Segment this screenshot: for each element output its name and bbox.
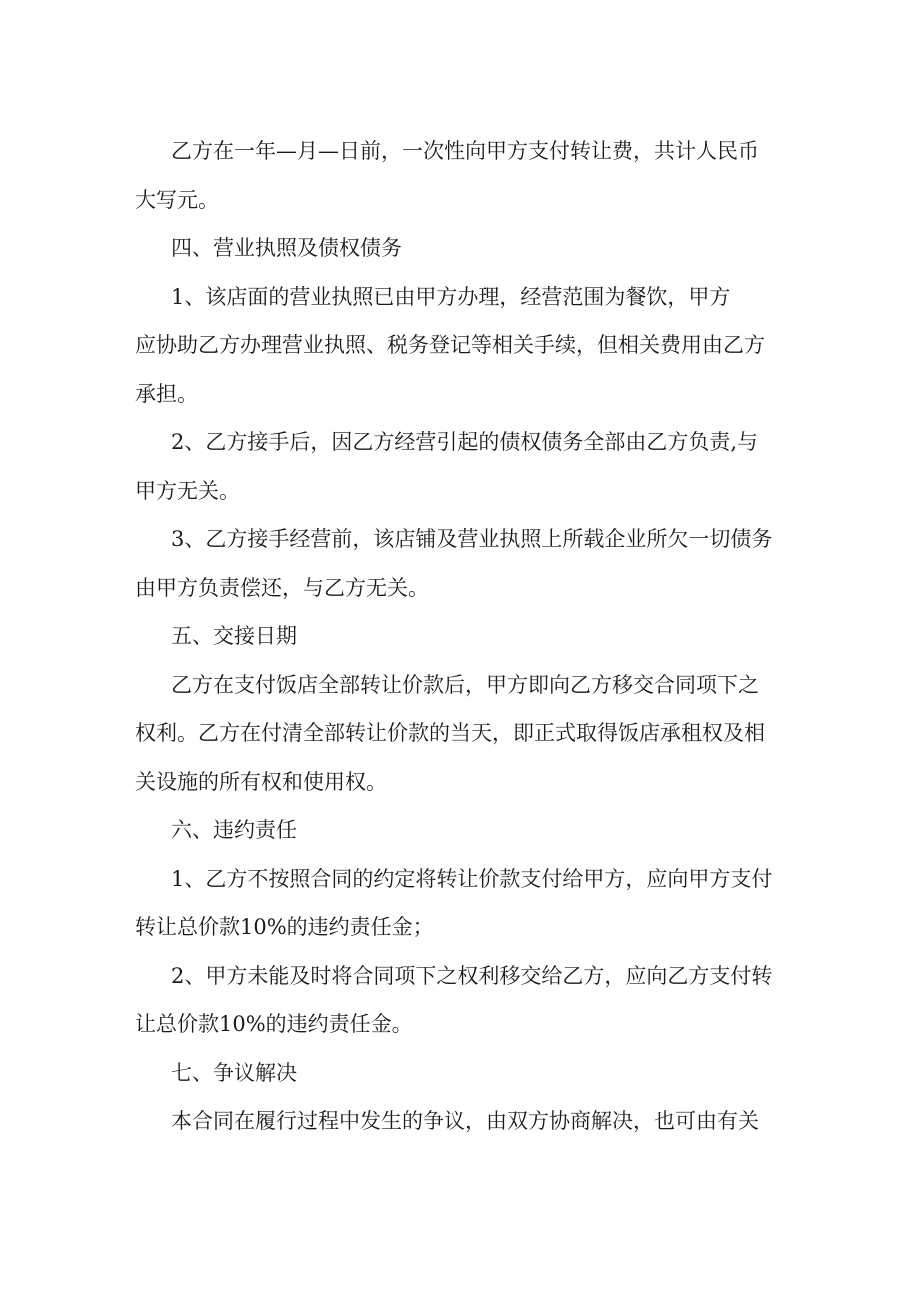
- section-heading-5: [135, 612, 785, 661]
- text-line: 由甲方负责偿还，与乙方无关。: [135, 575, 429, 600]
- section-heading-7: [135, 1049, 785, 1098]
- text-line: 大写元。: [135, 187, 219, 212]
- text-line: 关设施的所有权和使用权。: [135, 769, 387, 794]
- clause-4-3: [135, 515, 785, 612]
- text-line: 转让总价款10%的违约责任金；: [135, 915, 434, 939]
- clause-6-1: [135, 855, 785, 952]
- document-body: [135, 127, 785, 1146]
- text-line: 2、甲方未能及时将合同项下之权利移交给乙方，应向乙方支付转: [171, 963, 773, 988]
- section-heading-6: [135, 806, 785, 855]
- text-line: 甲方无关。: [135, 478, 240, 503]
- paragraph-payment: [135, 127, 785, 224]
- text-line: 3、乙方接手经营前，该店铺及营业执照上所载企业所欠一切债务: [171, 527, 773, 551]
- clause-4-1: [135, 273, 785, 419]
- text-line: 权利。乙方在付清全部转让价款的当天，即正式取得饭店承租权及相: [135, 721, 765, 745]
- section-heading-4: [135, 224, 785, 273]
- clause-6-2: [135, 952, 785, 1049]
- clause-4-2: [135, 418, 785, 515]
- text-line: 1、该店面的营业执照已由甲方办理，经营范围为餐饮，甲方: [171, 284, 731, 309]
- text-line: 让总价款10%的违约责任金。: [135, 1012, 413, 1036]
- text-line: 承担。: [135, 381, 198, 406]
- text-line: 乙方在一年—月—日前，一次性向甲方支付转让费，共计人民币: [171, 139, 759, 163]
- text-line: 1、乙方不按照合同的约定将转让价款支付给甲方，应向甲方支付: [171, 866, 773, 891]
- paragraph-handover: [135, 661, 785, 807]
- text-line: 应协助乙方办理营业执照、税务登记等相关手续，但相关费用由乙方: [135, 333, 765, 357]
- heading-text: 七、争议解决: [171, 1060, 297, 1085]
- text-line: 2、乙方接手后，因乙方经营引起的债权债务全部由乙方负责,与: [171, 430, 759, 454]
- heading-text: 五、交接日期: [171, 624, 297, 648]
- heading-text: 四、营业执照及债权债务: [171, 236, 402, 260]
- text-line: 本合同在履行过程中发生的争议，由双方协商解决，也可由有关: [171, 1109, 759, 1133]
- heading-text: 六、违约责任: [171, 818, 297, 842]
- text-line: 乙方在支付饭店全部转让价款后，甲方即向乙方移交合同项下之: [171, 672, 759, 697]
- paragraph-dispute: [135, 1097, 785, 1146]
